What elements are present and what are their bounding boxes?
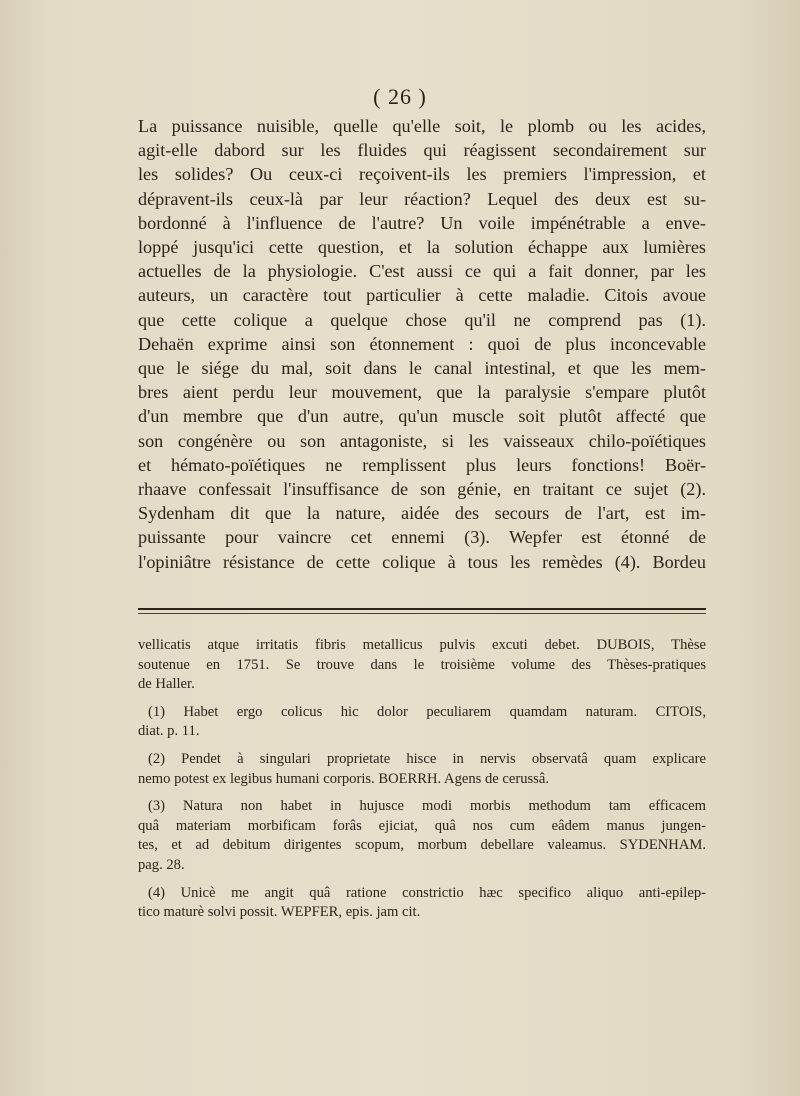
footnotes-block [138,636,706,931]
body-line: l'opiniâtre résistance de cette colique à tous les remèdes (4). Bordeu [138,551,706,572]
footnote-1 [138,703,706,742]
footnote-line: diat. p. 11. [138,723,200,740]
footnote-line: vellicatis atque irritatis fibris metallicus pulvis excuti debet. DUBOIS, Thèse [138,637,706,653]
footnote-line: (1) Habet ergo colicus hic dolor peculiarem quamdam naturam. CITOIS, [148,703,706,720]
page-number: ( 26 ) [373,84,427,109]
body-line: et hémato-poïétiques ne remplissent plus leurs fonctions! Boër- [138,454,706,475]
body-line: les solides? Ou ceux-ci reçoivent-ils les premiers l'impression, et [138,164,706,185]
body-line: son congénère ou son antagoniste, si les vaisseaux chilo-poïétiques [138,430,706,451]
body-line: dépravent-ils ceux-là par leur réaction? Lequel des deux est su- [138,188,706,209]
footnote-2 [138,750,706,789]
body-line: agit-elle dabord sur les fluides qui réagissent secondairement sur [138,140,706,161]
body-line: La puissance nuisible, quelle qu'elle soit, le plomb ou les acides, [138,116,706,136]
body-line: loppé jusqu'ici cette question, et la solution échappe aux lumières [138,237,706,258]
body-line: puissante pour vaincre cet ennemi (3). Wepfer est étonné de [138,527,706,548]
footnote-line: de Haller. [138,676,195,693]
footnote-line: tico maturè solvi possit. WEPFER, epis. jam cit. [138,904,421,921]
body-line: rhaave confessait l'insuffisance de son génie, en traitant ce sujet (2). [138,479,706,500]
body-line: Sydenham dit que la nature, aidée des secours de l'art, est im- [138,503,706,524]
footnote-line: quâ materiam morbificam forâs ejiciat, quâ nos cum eâdem manus jungen- [138,817,706,834]
body-line: actuelles de la physiologie. C'est aussi ce qui a fait donner, par les [138,261,706,282]
body-line: bres aient perdu leur mouvement, que la paralysie s'empare plutôt [138,382,706,403]
main-text-block [138,114,706,574]
footnote-line: (2) Pendet à singulari proprietate hisce in nervis observatâ quam explicare [148,750,706,767]
footnote-line: tes, et ad debitum dirigentes scopum, morbum debellare valeamus. SYDENHAM. [138,837,706,854]
footnote-line: pag. 28. [138,856,185,873]
footnote-line: nemo potest ex legibus humani corporis. BOERRH. Agens de cerussâ. [138,770,549,787]
body-line: d'un membre que d'un autre, qu'un muscle soit plutôt affecté que [138,406,706,427]
footnote-line: soutenue en 1751. Se trouve dans le troisième volume des Thèses-pratiques [138,656,706,673]
footnote-3 [138,797,706,875]
footnote-continuation [138,636,706,695]
footnote-line: (3) Natura non habet in hujusce modi morbis methodum tam efficacem [148,798,706,815]
footnote-separator-rule [138,608,706,610]
footnote-line: (4) Unicè me angit quâ ratione constrictio hæc specifico aliquo anti-epilep- [148,884,706,901]
body-line: que cette colique a quelque chose qu'il ne comprend pas (1). [138,309,706,330]
footnote-4 [138,884,706,923]
body-line: Dehaën exprime ainsi son étonnement : quoi de plus inconcevable [138,333,706,354]
body-line: bordonné à l'influence de l'autre? Un voile impénétrable a enve- [138,212,706,233]
body-line: auteurs, un caractère tout particulier à cette maladie. Citois avoue [138,285,706,306]
body-line: que le siége du mal, soit dans le canal intestinal, et que les mem- [138,358,706,379]
